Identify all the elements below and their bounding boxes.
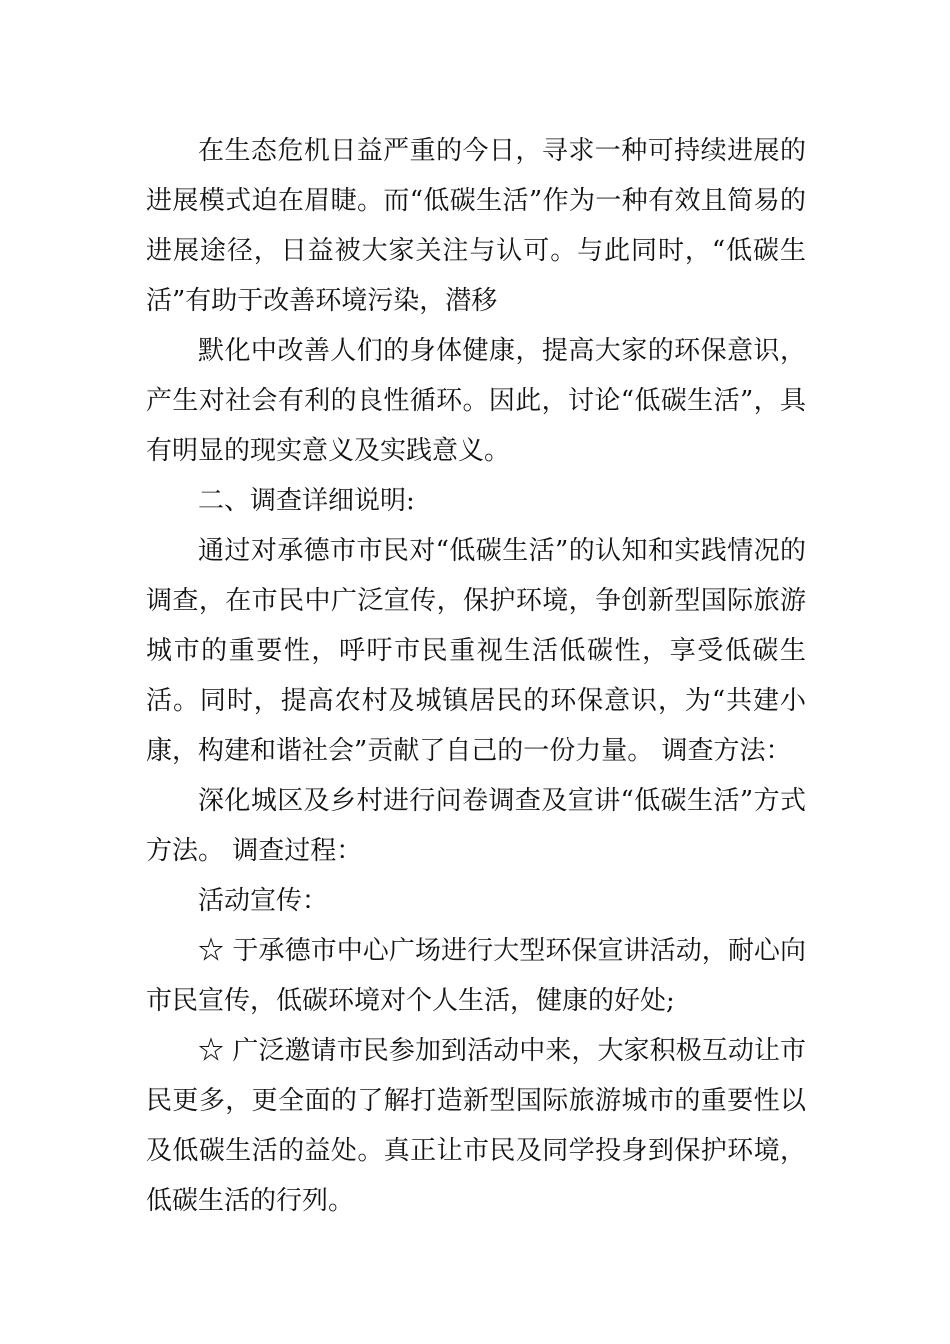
section-heading-survey-details: 二、调查详细说明: — [198, 486, 415, 516]
paragraph-survey-purpose: 通过对承德市市民对“低碳生活”的认知和实践情况的调查，在市民中广泛宣传，保护环境，争创新型国际旅游城市的重要性，呼吁市民重视生活低碳性，享受低碳生活。同时，提高农村及城镇居民的环保意识，为“共建小康，构建和谐社会”贡献了自己的一份力量。 调查方法： — [146, 536, 806, 766]
paragraph-activity-heading: 活动宣传： — [198, 886, 329, 916]
document-body — [146, 126, 806, 1226]
paragraph-intro: 在生态危机日益严重的今日，寻求一种可持续进展的进展模式迫在眉睫。而“低碳生活”作为一种有效且简易的进展途径，日益被大家关注与认可。与此同时，“低碳生活”有助于改善环境污染，潜移 — [146, 136, 806, 316]
paragraph-activity-item-2: ☆ 广泛邀请市民参加到活动中来，大家积极互动让市民更多，更全面的了解打造新型国际旅游城市的重要性以及低碳生活的益处。真正让市民及同学投身到保护环境，低碳生活的行列。 — [146, 1036, 806, 1216]
paragraph-significance: 默化中改善人们的身体健康，提高大家的环保意识，产生对社会有利的良性循环。因此，讨论“低碳生活”，具有明显的现实意义及实践意义。 — [146, 336, 806, 466]
paragraph-survey-method: 深化城区及乡村进行问卷调查及宣讲“低碳生活”方式方法。 调查过程： — [146, 786, 806, 866]
paragraph-activity-item-1: ☆ 于承德市中心广场进行大型环保宣讲活动，耐心向市民宣传，低碳环境对个人生活，健康的好处; — [146, 936, 806, 1016]
